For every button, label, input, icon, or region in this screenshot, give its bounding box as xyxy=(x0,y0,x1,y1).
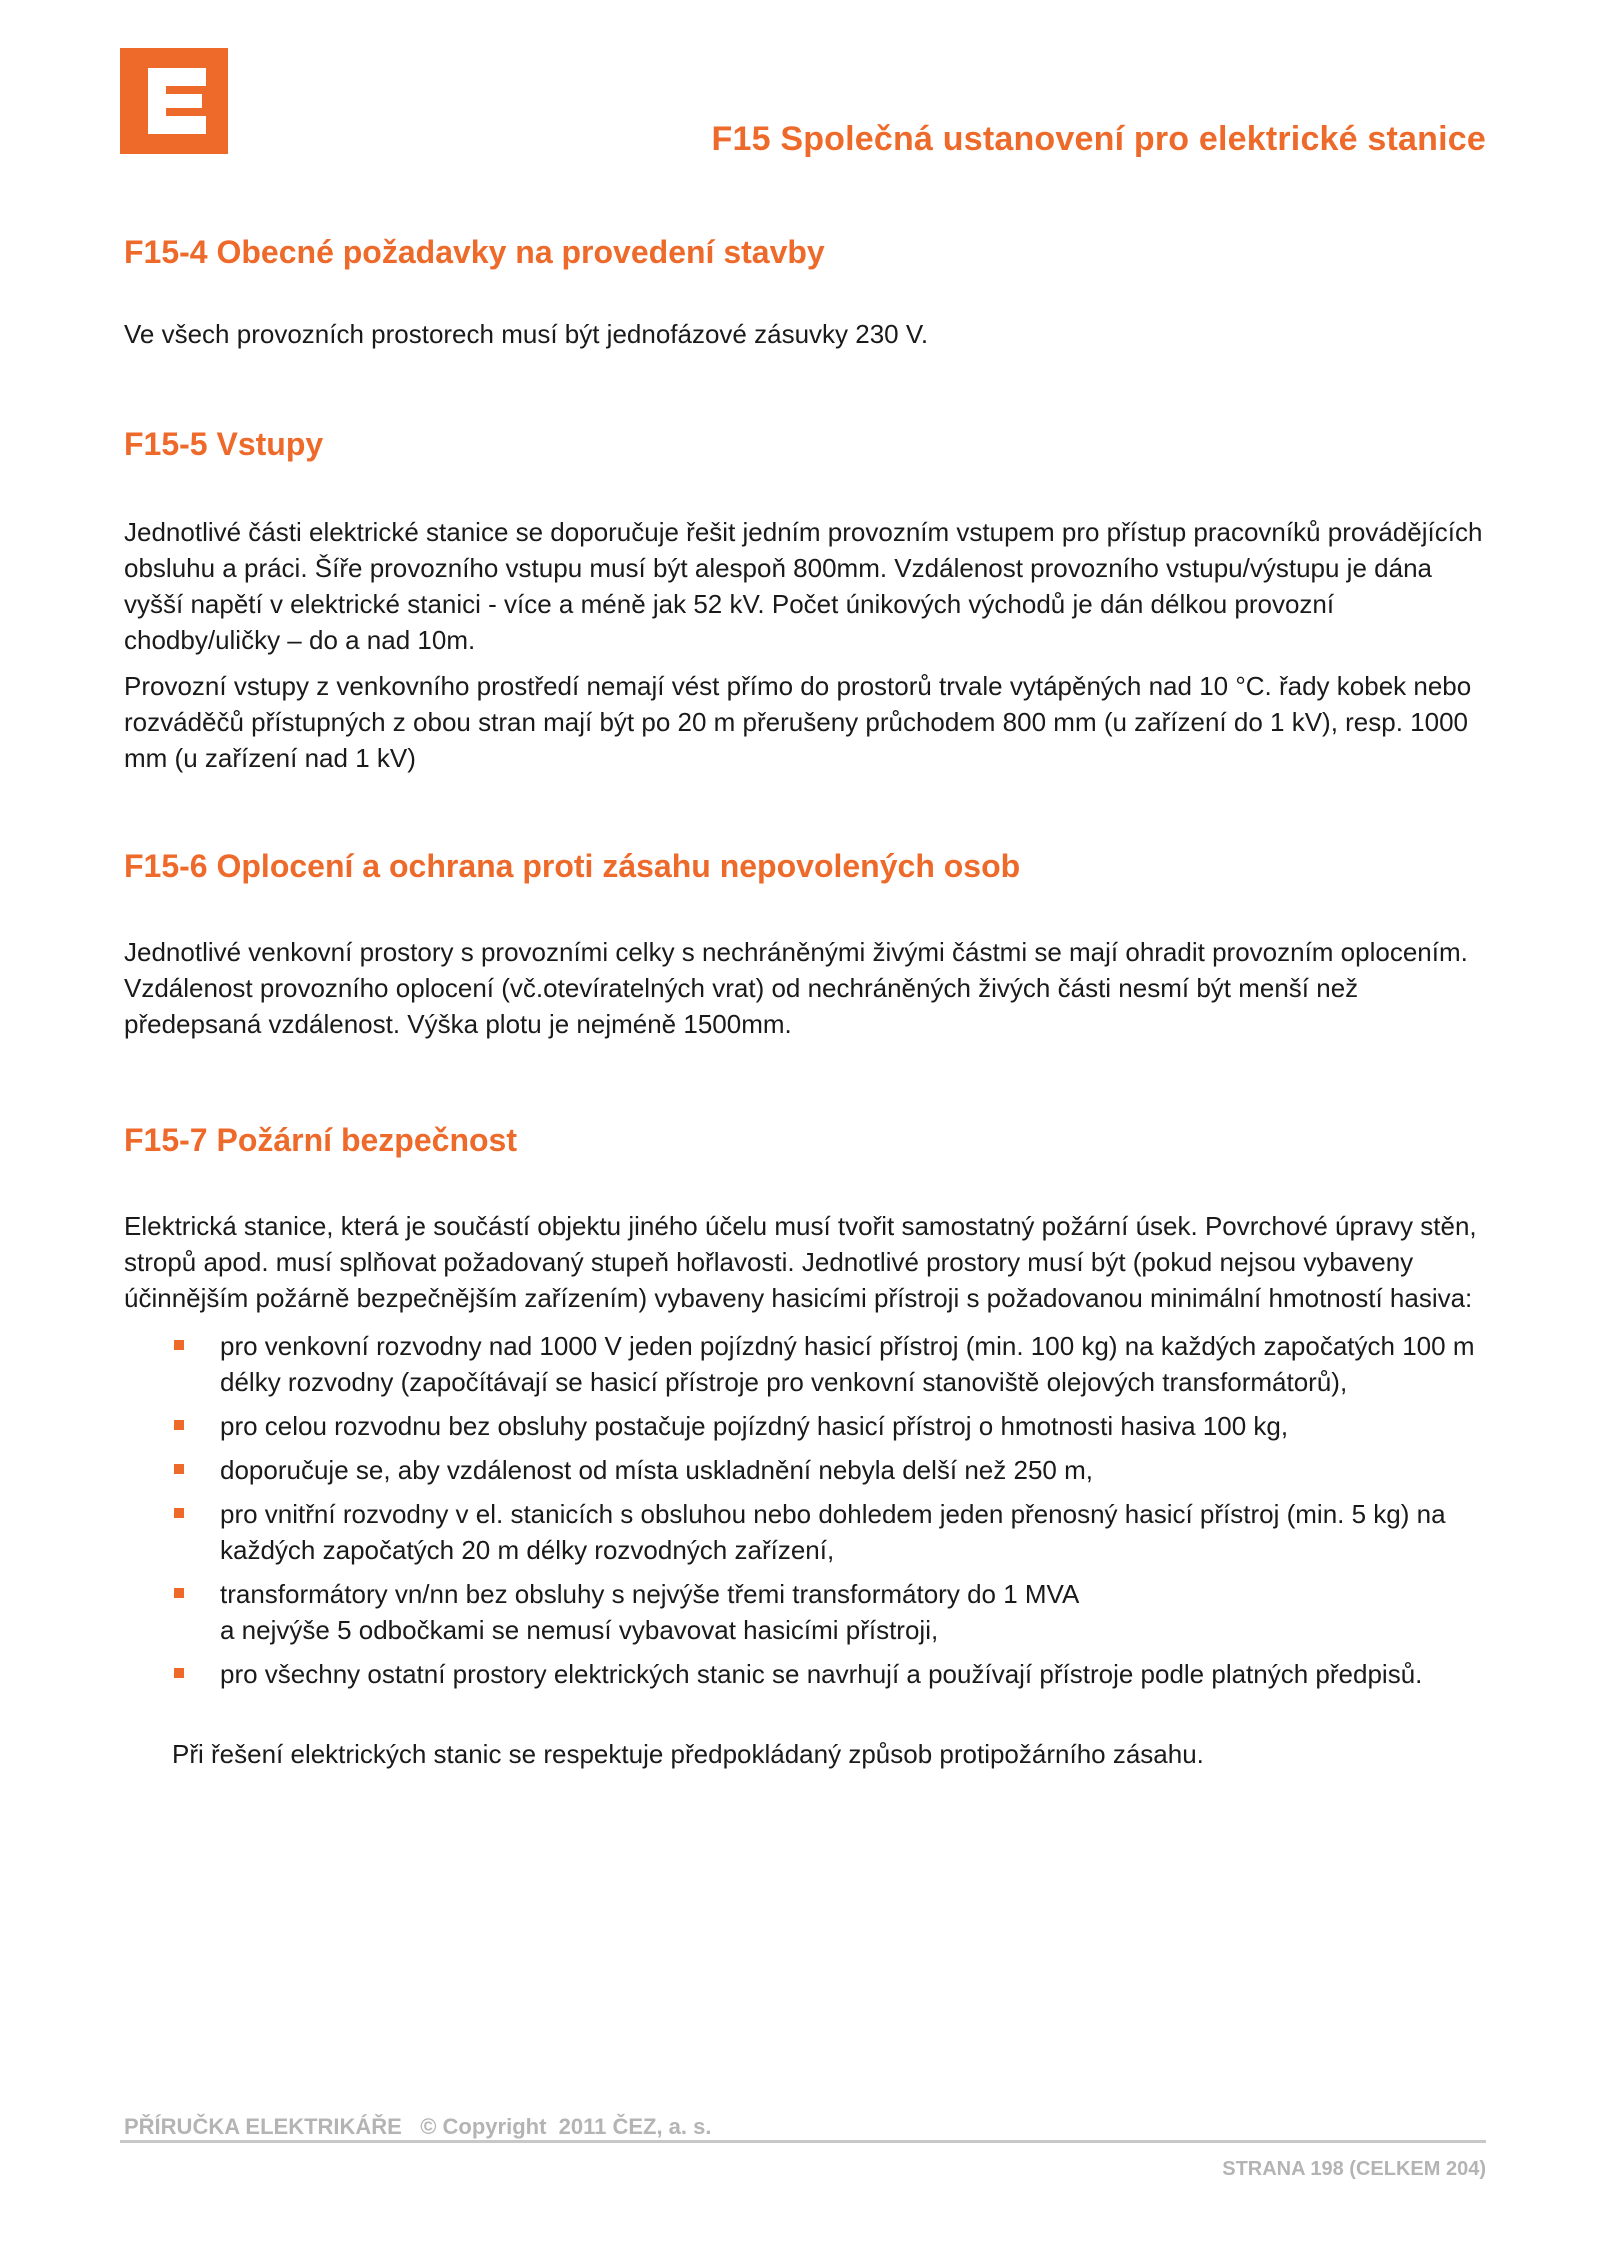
paragraph: Jednotlivé části elektrické stanice se doporučuje řešit jedním provozním vstupem pro přístup pracovníků provádějících obsluhu a práci. Šíře provozního vstupu musí být alespoň 800mm. Vzdálenost provozního vstupu/výstupu je dána vyšší napětí v elektrické stanici - více a méně jak 52 kV. Počet únikových východů je dán délkou provozní chodby/uličky – do a nad 10m. xyxy=(124,517,1483,655)
section-heading: F15-6 Oplocení a ochrana proti zásahu nepovolených osob xyxy=(124,848,1021,884)
list-item-text: pro všechny ostatní prostory elektrických stanic se navrhují a používají přístroje podle platných předpisů. xyxy=(220,1659,1423,1689)
list-item xyxy=(124,1656,1484,1692)
paragraph: Jednotlivé venkovní prostory s provozními celky s nechráněnými živými částmi se mají ohradit provozním oplocením. Vzdálenost provozního oplocení (vč.otevíratelných vrat) od nechráněných živých části nesmí být menší než předepsaná vzdálenost. Výška plotu je nejméně 1500mm. xyxy=(124,937,1468,1039)
section-f15-4 xyxy=(124,232,1484,352)
list-item-text: doporučuje se, aby vzdálenost od místa uskladnění nebyla delší než 250 m, xyxy=(220,1455,1093,1485)
footer-divider xyxy=(120,2140,1486,2143)
bullet-list xyxy=(124,1328,1484,1692)
list-item-text: pro vnitřní rozvodny v el. stanicích s obsluhou nebo dohledem jeden přenosný hasicí přístroj (min. 5 kg) na každých započatých 20 m délky rozvodných zařízení, xyxy=(220,1499,1446,1565)
section-f15-5 xyxy=(124,424,1484,776)
bullet-square-icon xyxy=(174,1464,184,1474)
section-f15-6 xyxy=(124,846,1484,1042)
bullet-square-icon xyxy=(174,1420,184,1430)
bullet-square-icon xyxy=(174,1668,184,1678)
footer-copyright: PŘÍRUČKA ELEKTRIKÁŘE © Copyright 2011 ČEZ, a. s. xyxy=(124,2114,712,2139)
closing-paragraph: Při řešení elektrických stanic se respektuje předpokládaný způsob protipožárního zásahu. xyxy=(172,1739,1204,1769)
document-title: F15 Společná ustanovení pro elektrické stanice xyxy=(711,120,1486,158)
list-item-text: pro celou rozvodnu bez obsluhy postačuje pojízdný hasicí přístroj o hmotnosti hasiva 100 kg, xyxy=(220,1411,1289,1441)
bullet-square-icon xyxy=(174,1508,184,1518)
list-item xyxy=(124,1576,1484,1648)
section-heading: F15-4 Obecné požadavky na provedení stavby xyxy=(124,234,825,270)
list-item xyxy=(124,1452,1484,1488)
section-f15-7 xyxy=(124,1120,1484,1772)
footer-page-number: STRANA 198 (CELKEM 204) xyxy=(1222,2158,1486,2180)
section-heading: F15-7 Požární bezpečnost xyxy=(124,1122,517,1158)
document-body xyxy=(124,232,1484,1772)
bullet-square-icon xyxy=(174,1588,184,1598)
paragraph: Provozní vstupy z venkovního prostředí nemají vést přímo do prostorů trvale vytápěných nad 10 °C. řady kobek nebo rozváděčů přístupných z obou stran mají být po 20 m přerušeny průchodem 800 mm (u zařízení do 1 kV), resp. 1000 mm (u zařízení nad 1 kV) xyxy=(124,671,1472,773)
list-item-text: transformátory vn/nn bez obsluhy s nejvýše třemi transformátory do 1 MVA a nejvýše 5 odbočkami se nemusí vybavovat hasicími přístroji, xyxy=(220,1579,1080,1645)
list-item xyxy=(124,1408,1484,1444)
list-item-text: pro venkovní rozvodny nad 1000 V jeden pojízdný hasicí přístroj (min. 100 kg) na každých započatých 100 m délky rozvodny (započítávají se hasicí přístroje pro venkovní stanoviště olejových transformátorů), xyxy=(220,1331,1475,1397)
paragraph: Ve všech provozních prostorech musí být jednofázové zásuvky 230 V. xyxy=(124,319,929,349)
list-item xyxy=(124,1496,1484,1568)
list-item xyxy=(124,1328,1484,1400)
bullet-square-icon xyxy=(174,1340,184,1350)
cez-logo-icon xyxy=(120,48,228,154)
section-heading: F15-5 Vstupy xyxy=(124,426,324,462)
paragraph: Elektrická stanice, která je součástí objektu jiného účelu musí tvořit samostatný požární úsek. Povrchové úpravy stěn, stropů apod. musí splňovat požadovaný stupeň hořlavosti. Jednotlivé prostory musí být (pokud nejsou vybaveny účinnějším požárně bezpečnějším zařízením) vybaveny hasicími přístroji s požadovanou minimální hmotností hasiva: xyxy=(124,1211,1477,1313)
